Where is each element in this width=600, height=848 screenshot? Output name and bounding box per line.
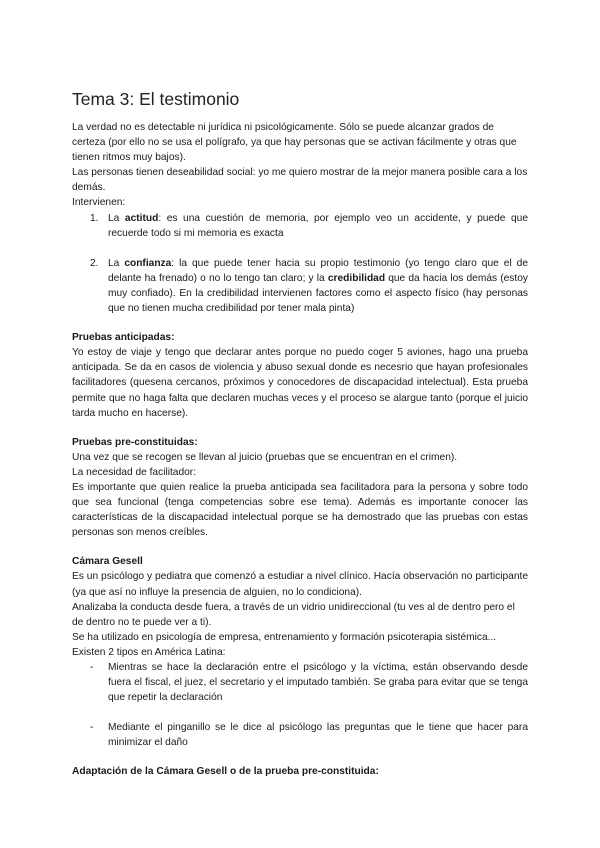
gesell-paragraph-1: Es un psicólogo y pediatra que comenzó a estudiar a nivel clínico. Hacía observación no participante (ya que así no influye la presencia de alguien, no lo condiciona).: [72, 571, 528, 598]
list-item: - Mientras se hace la declaración entre el psicólogo y la víctima, están observando desde fuera el fiscal, el juez, el secretario y el imputado también. Se graba para evitar que se tenga que repetir la declaración: [90, 662, 528, 704]
heading-pruebas-anticipadas: Pruebas anticipadas:: [72, 332, 175, 344]
gesell-paragraph-2: Analizaba la conducta desde fuera, a través de un vidrio unidireccional (tu ves al de dentro pero el de dentro no te puede ver a ti).: [72, 601, 515, 628]
heading-pruebas-preconstituidas: Pruebas pre-constituidas:: [72, 436, 198, 448]
intro-paragraph-1: La verdad no es detectable ni jurídica ni psicológicamente. Sólo se puede alcanzar grados de certeza (por ello no se usa el polígrafo, ya que hay personas que se activan fácilmente y otras que tienen ritmos muy bajos).: [72, 122, 517, 164]
intervienen-list: [72, 211, 528, 317]
intro-paragraph-2: Las personas tienen deseabilidad social: yo me quiero mostrar de la mejor manera posible cara a los demás.: [72, 167, 528, 194]
dash-bullet: -: [90, 722, 94, 734]
spacer: [108, 705, 528, 720]
heading-camara-gesell: Cámara Gesell: [72, 556, 143, 568]
term-confianza: confianza: [124, 257, 172, 269]
list-item: 2. La confianza: la que puede tener hacia su propio testimonio (yo tengo claro que el de delante ha frenado) o no lo tengo tan claro; y la credibilidad que da hacia los demás (estoy muy confiado). En la credibilidad intervienen factores como el aspecto físico (hay personas que no tienen mucha credibilidad por tener mala pinta): [90, 257, 529, 315]
term-actitud: actitud: [124, 212, 159, 224]
preconstituidas-paragraph-3: Es importante que quien realice la prueba anticipada sea facilitadora para la persona y sobre todo que sea funcional (tenga competencias sobre ese tema). Además es importante conocer las características de la discapacidad intelectual porque se ha demostrado que las pruebas con estas personas son menos creíbles.: [72, 481, 528, 539]
list-item: - Mediante el pinganillo se le dice al psicólogo las preguntas que le tiene que hacer para minimizar el daño: [90, 722, 528, 749]
anticipadas-paragraph: Yo estoy de viaje y tengo que declarar antes porque no puedo coger 5 aviones, hago una prueba anticipada. Se da en casos de violencia y abuso sexual donde es necesrio que hayan profesionales facilitadores (quesena cercanos, próximos y conocedores de discapacidad intelectual). Esta prueba permite que no haga falta que declaren muchas veces y el proceso se alargue tanto (porque el juicio tarda mucho en hacerse).: [72, 347, 528, 419]
intro-paragraph-3: Intervienen:: [72, 197, 126, 209]
preconstituidas-paragraph-2: La necesidad de facilitador:: [72, 466, 197, 478]
preconstituidas-paragraph-1: Una vez que se recogen se llevan al juicio (pruebas que se encuentran en el crimen).: [72, 451, 458, 463]
term-credibilidad: credibilidad: [327, 272, 386, 284]
heading-adaptacion: Adaptación de la Cámara Gesell o de la prueba pre-constituida:: [72, 766, 379, 778]
gesell-paragraph-3: Se ha utilizado en psicología de empresa, entrenamiento y formación psicoterapia sistémica...: [72, 631, 497, 643]
list-number: 1.: [90, 212, 99, 224]
list-item: 1. La actitud: es una cuestión de memoria, por ejemplo veo un accidente, y puede que recuerde todo si mi memoria es exacta: [90, 212, 528, 239]
gesell-paragraph-4: Existen 2 tipos en América Latina:: [72, 646, 226, 658]
dash-bullet: -: [90, 662, 94, 673]
list-number: 2.: [90, 257, 99, 269]
spacer: [108, 241, 528, 256]
document-page: [72, 88, 528, 780]
page-title: Tema 3: El testimonio: [72, 89, 240, 109]
gesell-types-list: [72, 660, 528, 750]
